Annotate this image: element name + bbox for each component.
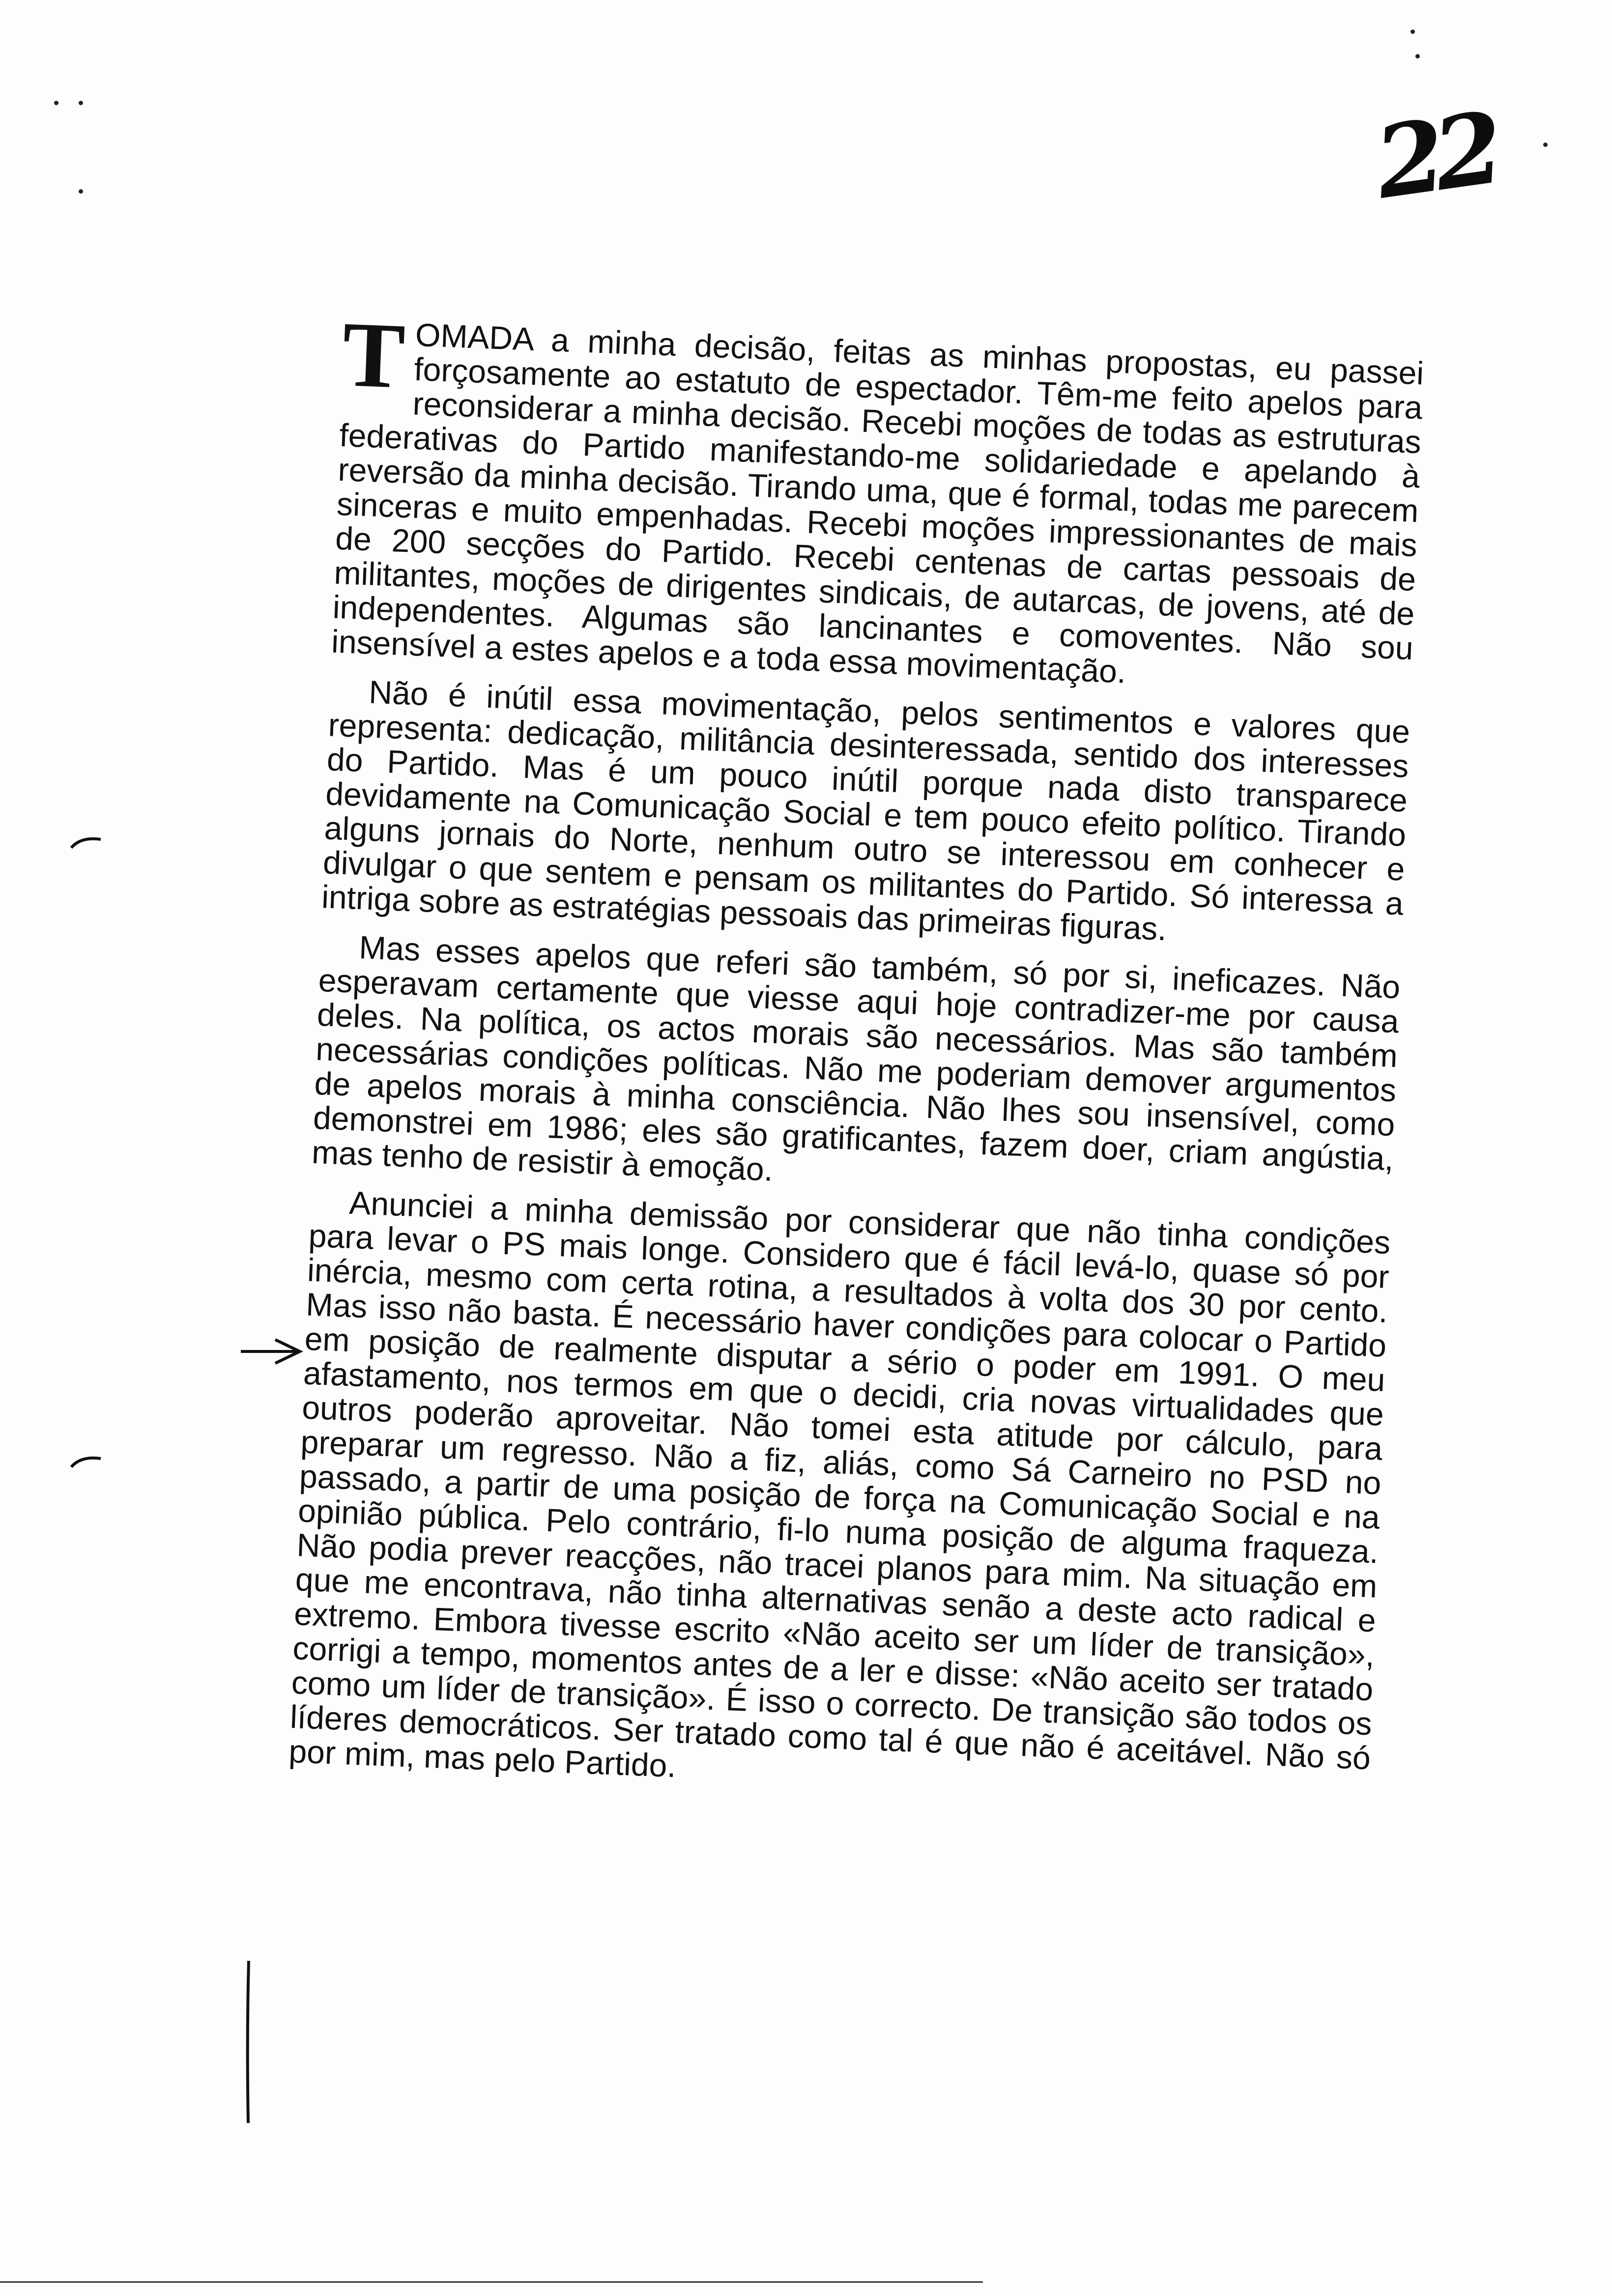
- scan-speck: [54, 101, 58, 105]
- page-number: 22: [1368, 90, 1501, 222]
- margin-bracket-icon: [69, 1455, 103, 1469]
- drop-cap: T: [340, 303, 407, 408]
- paragraph: Mas esses apelos que referi são também, só por si, ineficazes. Não esperavam certamente que viesse aqui hoje contradizer-me por causa deles. Na política, os actos morais são necessários. Mas são também necessárias condições políticas. Não me poderiam demover argumentos de apelos morais à minha consciência. Não lhes sou insensível, como demonstrei em 1986; eles são gratificantes, fazem doer, criam angústia, mas tenho de resistir à emoção.: [311, 929, 1401, 1188]
- margin-arrow-icon: [241, 1337, 305, 1366]
- paragraph-text: OMADA a minha decisão, feitas as minhas propostas, eu passei forçosamente ao estatuto de espectador. Têm-me feito apelos para reconsiderar a minha decisão. Recebi moções de todas as estruturas federativas do Partido manifestando-me solidariedade e apelando à reversão da minha decisão. Tirando uma, que é formal, todas me parecem sinceras e muito empenhadas. Recebi moções impressionantes de mais de 200 secções do Partido. Recebi centenas de cartas pessoais de militantes, moções de dirigentes sindicais, de autarcas, de jovens, até de independentes. Algumas são lancinantes e comoventes. Não sou insensível a estes apelos e a toda essa movimentação.: [331, 316, 1425, 690]
- document-body: [288, 303, 1425, 1824]
- scan-speck: [1543, 143, 1548, 147]
- scan-speck: [1415, 54, 1420, 58]
- scan-speck: [79, 101, 83, 105]
- margin-bracket-icon: [69, 835, 103, 850]
- paragraph: Anunciei a minha demissão por considerar que não tinha condições para levar o PS mais longe. Considero que é fácil levá-lo, quase só por inércia, mesmo com certa rotina, a resultados à volta dos 30 por cento. Mas isso não basta. É necessário haver condições para colocar o Partido em posição de realmente disputar a sério o poder em 1991. O meu afastamento, nos termos em que o decidi, cria novas virtualidades que outros poderão aproveitar. Não tomei esta atitude por cálculo, para preparar um regresso. Não a fiz, aliás, como Sá Carneiro no PSD no passado, a partir de uma posição de força na Comunicação Social e na opinião pública. Pelo contrário, fi-lo numa posição de alguma fraqueza. Não podia prever reacções, não tracei planos para mim. Na situação em que me encontrava, não tinha alternativas senão a deste acto radical e extremo. Embora tivesse escrito «Não aceito ser um líder de transição», corrigi a tempo, momentos antes de a ler e disse: «Não aceito ser tratado como um líder de transição». É isso o correcto. De transição são todos os líderes democráticos. Ser tratado como tal é que não é aceitável. Não só por mim, mas pelo Partido.: [288, 1184, 1391, 1784]
- footer-rule: [0, 2281, 983, 2283]
- scan-speck: [79, 189, 83, 194]
- paragraph: Não é inútil essa movimentação, pelos sentimentos e valores que representa: dedicação, militância desinteressada, sentido dos interesses do Partido. Mas é um pouco inútil porque nada disto transparece devidamente na Comunicação Social e tem pouco efeito político. Tirando alguns jornais do Norte, nenhum outro se interessou em conhecer e divulgar o que sentem e pensam os militantes do Partido. Só interessa a intriga sobre as estratégias pessoais das primeiras figuras.: [321, 673, 1411, 947]
- margin-line-icon: [246, 1961, 251, 2123]
- paragraph: [331, 303, 1425, 700]
- scan-speck: [1410, 29, 1415, 34]
